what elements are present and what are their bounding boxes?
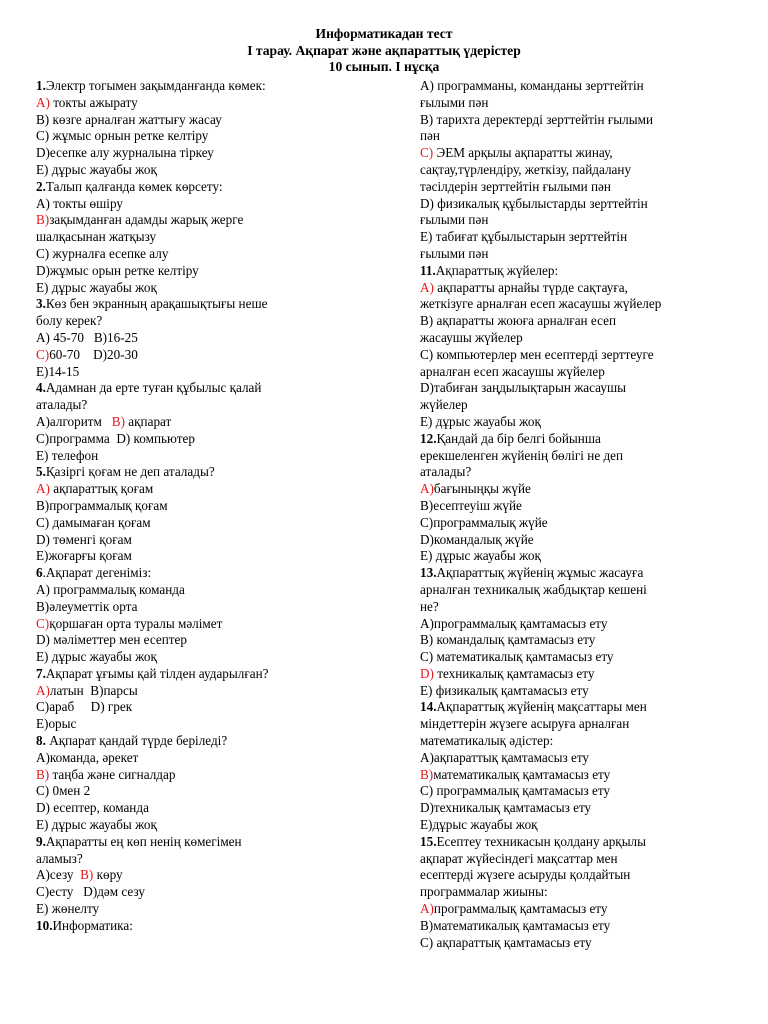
answer-option-line [420,884,720,901]
left-column [36,78,396,935]
option-text: Е) физикалық қамтамасыз ету [420,682,589,698]
option-text: латын В)парсы [49,682,138,698]
option-text: D) төменгі қоғам [36,531,132,547]
answer-option-line [420,867,720,884]
answer-option-line [420,179,720,196]
option-text: ақпарат жүйесіндегі мақсаттар мен [420,850,618,866]
question-line [420,431,720,448]
option-text: аталады? [420,464,472,480]
answer-option-line [420,649,720,666]
option-text: арналған есеп жасаушы жүйелер [420,363,605,379]
question-text: .Ақпарат дегеніміз: [42,565,152,581]
answer-option-line [36,364,396,381]
answer-option-line [36,699,396,716]
question-number: 8. [36,733,46,749]
answer-option-line [420,380,720,397]
question-text: Талып қалғанда көмек көрсету: [45,178,223,194]
option-text: С) компьютерлер мен есептерді зерттеуге [420,346,654,362]
option-text: С) 0мен 2 [36,783,91,799]
answer-option-line [420,112,720,129]
answer-option-line [36,95,396,112]
correct-answer-letter: С) [420,145,434,161]
answer-option-line [420,901,720,918]
option-text: сақтау,түрлендіру, жеткізу, пайдалану [420,161,632,177]
answer-option-line [420,128,720,145]
answer-option-line [420,347,720,364]
answer-option-line [36,616,396,633]
correct-answer-letter: С) [36,615,50,631]
answer-option-line [420,800,720,817]
answer-option-line [36,145,396,162]
answer-option-line [420,918,720,935]
answer-option-line [36,263,396,280]
question-line [420,699,720,716]
option-text: программалар жиыны: [420,884,548,900]
question-number: 13. [420,565,437,581]
correct-answer-letter: А) [420,481,434,497]
option-text: Е) дұрыс жауабы жоқ [36,279,157,295]
question-number: 7. [36,665,46,681]
correct-answer-letter: В) [36,766,50,782]
grade-variant: 10 сынып. І нұсқа [328,59,440,74]
question-text: Электр тогымен зақымданғанда көмек: [45,78,266,93]
answer-option-line [36,162,396,179]
answer-option-line [36,212,396,229]
correct-answer-letter: В) [420,766,434,782]
option-text: D) мәліметтер мен есептер [36,632,187,648]
answer-option-line [36,800,396,817]
correct-answer-letter: В) [111,413,125,429]
option-text: тәсілдерін зерттейтін ғылыми пән [420,178,611,194]
option-text: D)есепке алу журналына тіркеу [36,145,214,161]
answer-option-line [36,783,396,800]
question-number: 12. [420,430,437,446]
option-text: техникалық қамтамасыз ету [433,665,595,681]
answer-option-line [420,716,720,733]
answer-option-line [420,498,720,515]
answer-option-line [420,145,720,162]
question-number: 5. [36,464,46,480]
answer-option-line [36,716,396,733]
question-number: 11. [420,262,436,278]
option-text: Е)жоғарғы қоғам [36,548,132,564]
option-text: программалық қамтамасыз ету [433,901,608,917]
question-line [420,263,720,280]
answer-option-line [36,582,396,599]
option-text: В)есептеуіш жүйе [420,497,522,513]
answer-option-line [36,431,396,448]
answer-option-line [420,229,720,246]
correct-answer-letter: В) [80,867,94,883]
question-number: 6 [36,565,43,581]
option-text: Е) дұрыс жауабы жоқ [420,548,541,564]
option-text: шалқасынан жатқызу [36,229,157,245]
answer-option-line [36,246,396,263]
option-text: пән [420,128,440,144]
test-header [0,26,768,76]
answer-option-line [420,78,720,95]
option-text: ЭЕМ арқылы ақпаратты жинау, [433,145,613,161]
question-number: 1. [36,78,46,93]
option-text: ғылыми пән [420,212,489,228]
answer-option-line [420,616,720,633]
answer-option-line [36,884,396,901]
question-number: 15. [420,833,437,849]
option-text: В)программалық қоғам [36,497,168,513]
answer-option-line [420,532,720,549]
option-text: D) физикалық құбылыстарды зерттейтін [420,195,648,211]
option-text: зақымданған адамды жарық жерге [49,212,244,228]
option-text: жасаушы жүйелер [420,329,523,345]
option-text: көру [93,867,123,883]
question-number: 2. [36,178,46,194]
option-text: D) есептер, команда [36,800,149,816]
option-text: С) программалық қамтамасыз ету [420,783,611,799]
question-line [36,380,396,397]
question-number: 4. [36,380,46,396]
option-text: С) дамымаған қоғам [36,514,151,530]
option-text: D)техникалық қамтамасыз ету [420,800,592,816]
answer-option-line [420,212,720,229]
answer-option-line [36,414,396,431]
answer-option-line [36,867,396,884]
option-text: ақпаратты арнайы түрде сақтауға, [433,279,628,295]
answer-option-line [36,532,396,549]
question-text: Адамнан да ерте туған құбылыс қалай [45,380,262,396]
option-text: С)араб D) грек [36,699,133,715]
question-line [36,179,396,196]
question-line [36,296,396,313]
answer-option-line [420,448,720,465]
right-column [420,78,720,951]
answer-option-line [420,464,720,481]
answer-option-line [420,95,720,112]
answer-option-line [36,196,396,213]
question-text: Көз бен экранның арақашықтығы неше [45,296,268,312]
question-line [36,918,396,935]
answer-option-line [420,397,720,414]
answer-option-line [36,817,396,834]
answer-option-line [36,448,396,465]
answer-option-line [36,481,396,498]
question-text: Ақпарат ұғымы қай тілден аударылған? [45,665,269,681]
answer-option-line [420,515,720,532]
option-text: есептерді жүзеге асыруды қолдайтын [420,867,631,883]
correct-answer-letter: А) [36,682,50,698]
option-text: қоршаған орта туралы мәлімет [49,615,223,631]
question-line [36,733,396,750]
question-number: 3. [36,296,46,312]
option-text: ақпарат [124,413,172,429]
option-text: В)әлеуметтік орта [36,598,138,614]
answer-option-line [420,330,720,347]
answer-option-line [36,750,396,767]
answer-option-line [36,851,396,868]
question-text: Ақпарат қандай түрде беріледі? [45,733,228,749]
option-text: Е) дұрыс жауабы жоқ [36,161,157,177]
option-text: ғылыми пән [420,245,489,261]
answer-option-line [36,112,396,129]
option-text: аталады? [36,397,88,413]
question-number: 10. [36,917,53,933]
option-text: ғылыми пән [420,94,489,110]
question-text: Қазіргі қоғам не деп аталады? [45,464,215,480]
option-text: Е) жөнелту [36,901,100,917]
answer-option-line [420,196,720,213]
chapter-title: І тарау. Ақпарат және ақпараттық үдерістер [247,42,521,58]
option-text: С)программалық жүйе [420,514,548,530]
option-text: міндеттерін жүзеге асыруға арналған [420,716,630,732]
option-text: С)программа D) компьютер [36,430,195,446]
question-number: 9. [36,833,46,849]
question-line [420,834,720,851]
option-text: ерекшеленген жүйенің бөлігі не деп [420,447,624,463]
option-text: А) 45-70 В)16-25 [36,329,138,345]
option-text: С)есту D)дәм сезу [36,884,145,900]
answer-option-line [420,767,720,784]
answer-option-line [36,599,396,616]
answer-option-line [420,582,720,599]
option-text: D)табиған заңдылықтарын жасаушы [420,380,626,396]
option-text: Е) телефон [36,447,99,463]
option-text: Е)орыс [36,716,77,732]
question-text: Ақпараттық жүйенің мақсаттары мен [436,699,647,715]
option-text: математикалық әдістер: [420,733,554,749]
answer-option-line [36,330,396,347]
question-text: Ақпараттық жүйенің жұмыс жасауға [436,565,644,581]
answer-option-line [36,901,396,918]
correct-answer-letter: D) [420,665,434,681]
option-text: В) командалық қамтамасыз ету [420,632,596,648]
option-text: А)команда, әрекет [36,749,139,765]
answer-option-line [36,649,396,666]
answer-option-line [420,481,720,498]
answer-option-line [36,280,396,297]
answer-option-line [420,313,720,330]
option-text: С) математикалық қамтамасыз ету [420,649,614,665]
option-text: В) тарихта деректерді зерттейтін ғылыми [420,111,654,127]
answer-option-line [36,767,396,784]
answer-option-line [420,851,720,868]
option-text: С) жұмыс орнын ретке келтіру [36,128,209,144]
option-text: жүйелер [420,397,468,413]
answer-option-line [420,280,720,297]
question-number: 14. [420,699,437,715]
correct-answer-letter: А) [36,481,50,497]
option-text: ақпараттық қоғам [49,481,154,497]
option-text: С) ақпараттық қамтамасыз ету [420,934,592,950]
answer-option-line [420,162,720,179]
option-text: В)математикалық қамтамасыз ету [420,917,611,933]
answer-option-line [420,733,720,750]
answer-option-line [36,683,396,700]
correct-answer-letter: В) [36,212,50,228]
answer-option-line [36,498,396,515]
answer-option-line [420,683,720,700]
answer-option-line [420,364,720,381]
option-text: Е) табиғат құбылыстарын зерттейтін [420,229,628,245]
option-text: 60-70 D)20-30 [49,346,138,362]
option-text: жеткізуге арналған есеп жасаушы жүйелер [420,296,662,312]
correct-answer-letter: А) [36,94,50,110]
option-text: не? [420,598,439,614]
correct-answer-letter: С) [36,346,50,362]
answer-option-line [420,548,720,565]
answer-option-line [420,750,720,767]
correct-answer-letter: А) [420,279,434,295]
option-text: В) ақпаратты жоюға арналған есеп [420,313,617,329]
question-line [420,565,720,582]
option-text: аламыз? [36,850,83,866]
option-text: математикалық қамтамасыз ету [433,766,611,782]
test-title: Информатикадан тест [315,26,453,41]
option-text: А) программаны, команданы зерттейтін [420,78,644,93]
answer-option-line [420,632,720,649]
option-text: арналған техникалық жабдықтар кешені [420,581,647,597]
question-text: Ақпаратты ең көп ненің көмегімен [45,833,242,849]
option-text: Е) дұрыс жауабы жоқ [36,649,157,665]
option-text: А)сезу [36,867,81,883]
question-line [36,565,396,582]
question-line [36,666,396,683]
option-text: бағыныңқы жүйе [433,481,531,497]
answer-option-line [420,296,720,313]
answer-option-line [36,128,396,145]
question-line [36,464,396,481]
answer-option-line [36,313,396,330]
answer-option-line [420,817,720,834]
option-text: В) көзге арналған жаттығу жасау [36,111,222,127]
option-text: Е)дұрыс жауабы жоқ [420,817,538,833]
answer-option-line [36,632,396,649]
answer-option-line [420,666,720,683]
answer-option-line [36,548,396,565]
answer-option-line [420,935,720,952]
answer-option-line [36,347,396,364]
answer-option-line [420,414,720,431]
question-text: Ақпараттық жүйелер: [435,262,559,278]
option-text: токты ажырату [49,94,138,110]
question-text: Информатика: [52,917,133,933]
answer-option-line [36,397,396,414]
answer-option-line [420,599,720,616]
question-line [36,834,396,851]
question-line [36,78,396,95]
option-text: А) токты өшіру [36,195,123,211]
answer-option-line [420,246,720,263]
option-text: Е) дұрыс жауабы жоқ [420,413,541,429]
option-text: С) журналға есепке алу [36,245,169,261]
option-text: Е)14-15 [36,363,80,379]
option-text: А)алгоритм [36,413,112,429]
option-text: Е) дұрыс жауабы жоқ [36,817,157,833]
answer-option-line [420,783,720,800]
option-text: D)командалық жүйе [420,531,534,547]
option-text: А)ақпараттық қамтамасыз ету [420,749,590,765]
correct-answer-letter: А) [420,901,434,917]
option-text: D)жұмыс орын ретке келтіру [36,262,199,278]
question-text: Қандай да бір белгі бойынша [436,430,601,446]
option-text: А) программалық команда [36,581,185,597]
answer-option-line [36,515,396,532]
option-text: А)программалық қамтамасыз ету [420,615,608,631]
question-text: Есептеу техникасын қолдану арқылы [436,833,646,849]
option-text: болу керек? [36,313,103,329]
answer-option-line [36,229,396,246]
option-text: таңба және сигналдар [49,766,176,782]
